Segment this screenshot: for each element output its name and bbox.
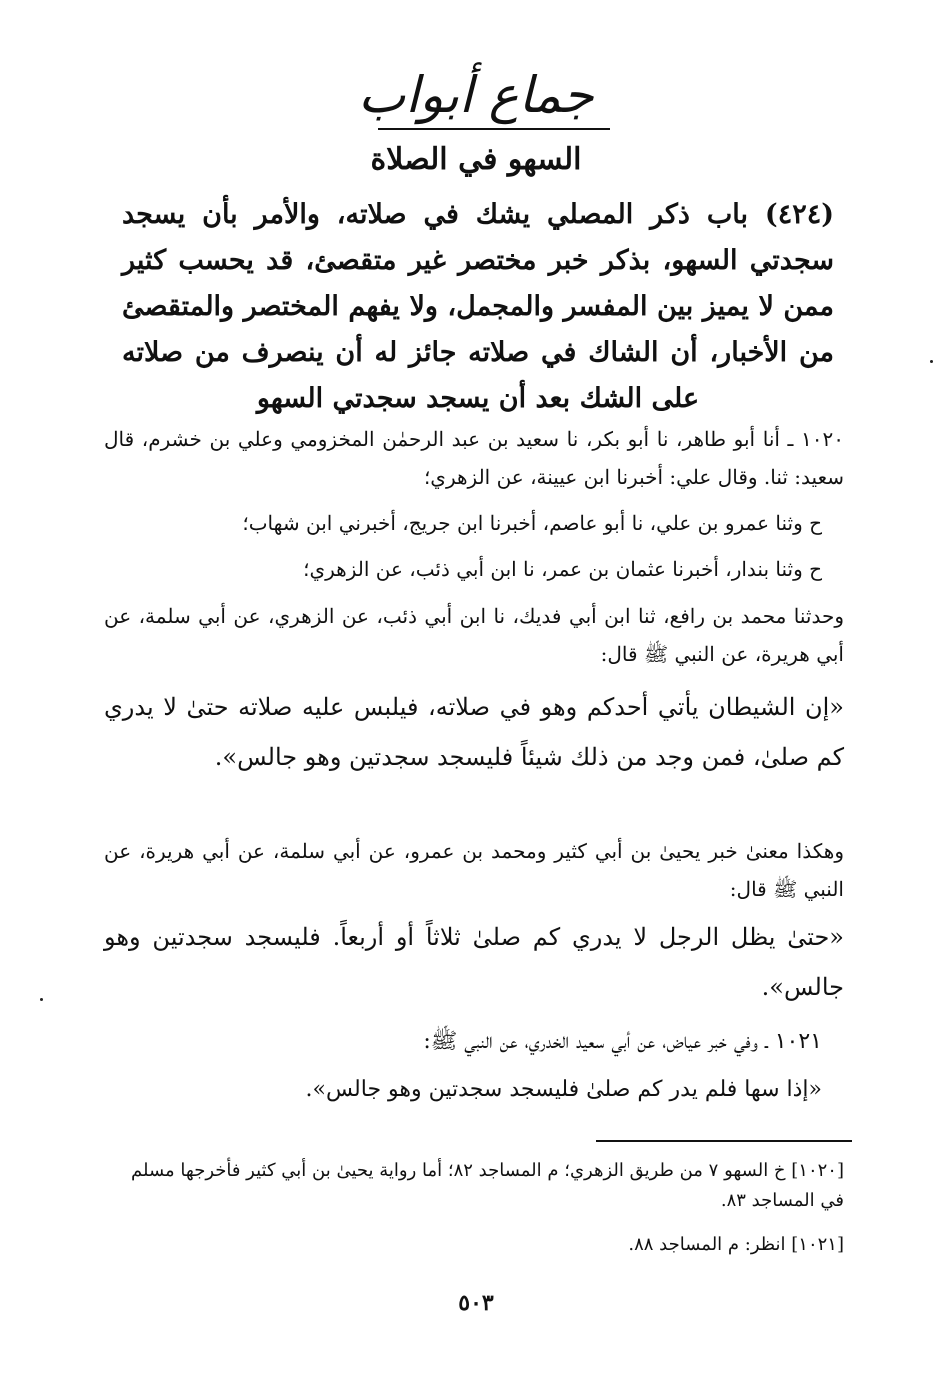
section-subtitle: السهو في الصلاة	[370, 142, 582, 177]
hadith-1020-isnad-4: وحدثنا محمد بن رافع، ثنا ابن أبي فديك، نا ابن أبي ذئب، عن الزهري، عن أبي سلمة، عن أبي هريرة، عن النبي ﷺ قال:	[104, 604, 844, 666]
page-number: ٥٠٣	[458, 1290, 494, 1316]
chapter-heading: (٤٢٤) باب ذكر المصلي يشك في صلاته، والأمر بأن يسجد سجدتي السهو، بذكر خبر مختصر غير متقصئ، قد يحسب كثير ممن لا يميز بين المفسر والمجمل، ولا يفهم المختصر والمتقصئ من الأخبار، أن الشاك في صلاته جائز له أن ينصرف من صلاته على الشك بعد أن يسجد سجدتي السهو	[122, 199, 834, 414]
footnote-1020: [١٠٢٠] خ السهو ٧ من طريق الزهري؛ م المساجد ٨٢؛ أما رواية يحيىٰ بن أبي كثير فأخرجها مسلم في المساجد ٨٣.	[131, 1160, 844, 1211]
footnote-separator	[596, 1140, 852, 1142]
hadith-1020-matn-2: «حتىٰ يظل الرجل لا يدري كم صلىٰ ثلاثاً أو أربعاً. فليسجد سجدتين وهو جالس».	[104, 923, 844, 1001]
scan-speck	[930, 360, 933, 363]
section-ornament-title: جماع أبواب	[358, 66, 594, 124]
hadith-1020-isnad-3: ح وثنا بندار، أخبرنا عثمان بن عمر، نا ابن أبي ذئب، عن الزهري؛	[303, 557, 822, 581]
footnote-1021: [١٠٢١] انظر: م المساجد ٨٨.	[628, 1234, 844, 1255]
hadith-1020-commentary: وهكذا معنىٰ خبر يحيىٰ بن أبي كثير ومحمد بن عمرو، عن أبي سلمة، عن أبي هريرة، عن النبي ﷺ قال:	[104, 839, 844, 901]
hadith-1020-matn: «إن الشيطان يأتي أحدكم وهو في صلاته، فيلبس عليه صلاته حتىٰ لا يدري كم صلىٰ، فمن وجد من ذلك شيئاً فليسجد سجدتين وهو جالس».	[104, 693, 844, 771]
hadith-1020-isnad-1: ١٠٢٠ ـ أنا أبو طاهر، نا أبو بكر، نا سعيد بن عبد الرحمٰن المخزومي وعلي بن خشرم، قال سعيد: ثنا. وقال علي: أخبرنا ابن عيينة، عن الزهري؛	[104, 427, 844, 489]
hadith-1020-isnad-2: ح وثنا عمرو بن علي، نا أبو عاصم، أخبرنا ابن جريج، أخبرني ابن شهاب؛	[242, 511, 822, 535]
scan-speck	[40, 998, 43, 1001]
ornament-underline	[378, 128, 610, 130]
hadith-1021-matn: «إذا سها فلم يدر كم صلىٰ فليسجد سجدتين وهو جالس».	[305, 1077, 822, 1102]
hadith-1021-isnad: ١٠٢١ ـ وفي خبر عياض، عن أبي سعيد الخدري، عن النبي ﷺ:	[423, 1029, 822, 1054]
